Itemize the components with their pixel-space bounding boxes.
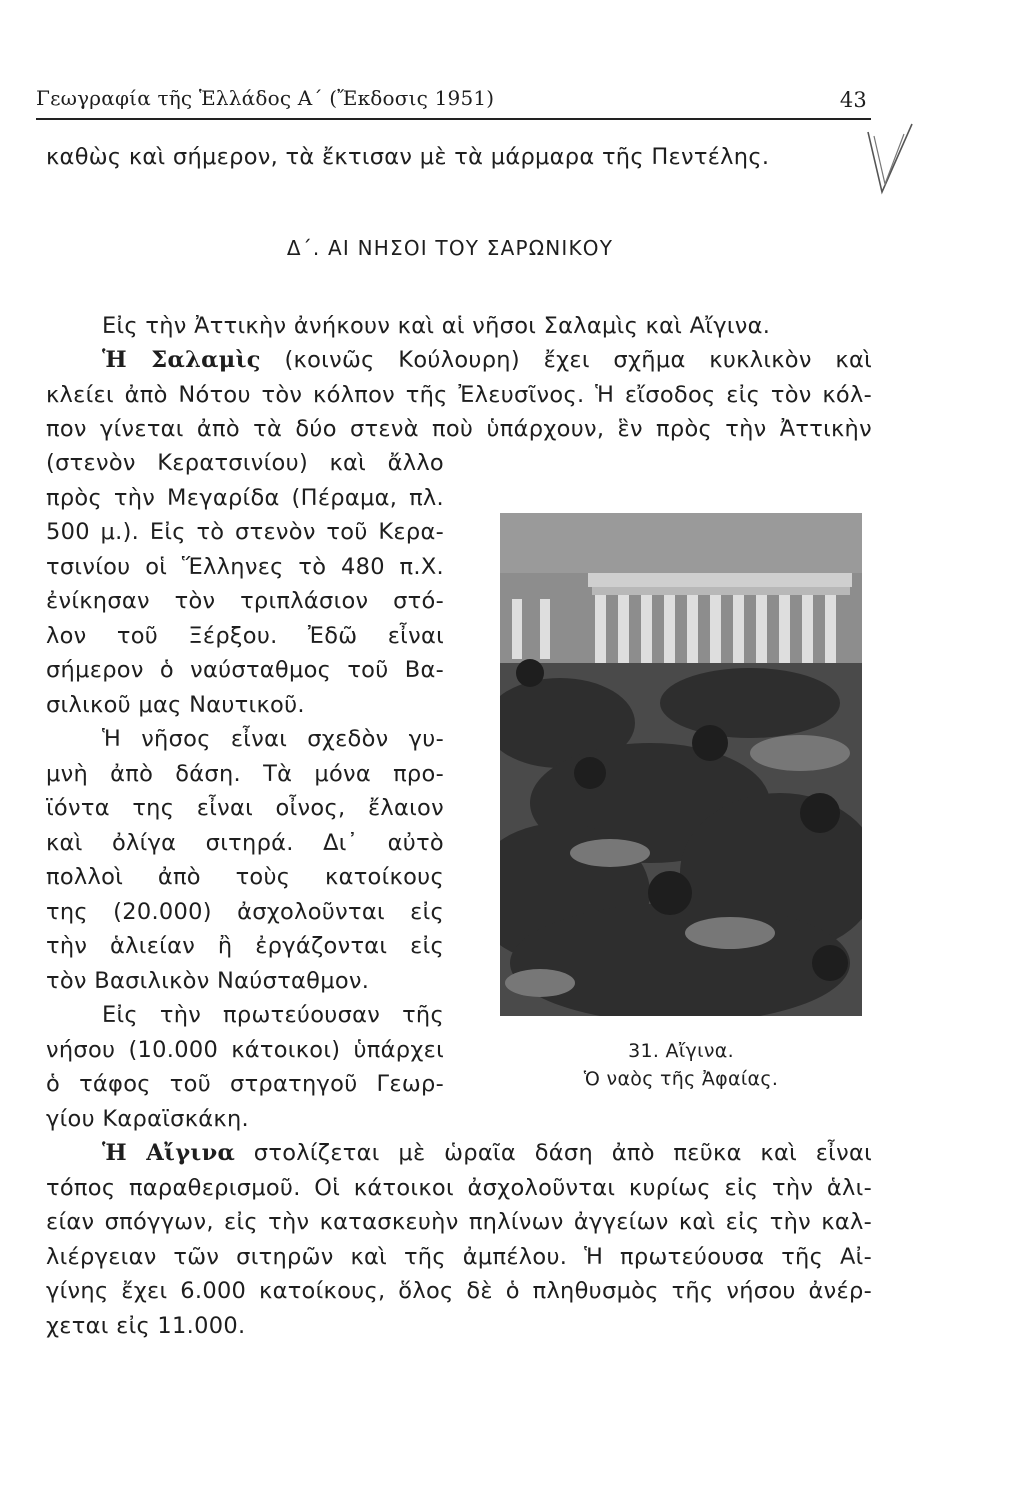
text-line: τὸν Βασιλικὸν Ναύσταθμον.: [46, 967, 370, 994]
text-line: της (20.000) ἀσχολοῦνται εἰς: [46, 898, 444, 925]
salamis-capital-paragraph: [46, 998, 444, 1136]
text-line: 500 μ.). Εἰς τὸ στενὸν τοῦ Κερα-: [46, 519, 444, 545]
text-line: Ἡ νῆσος εἶναι σχεδὸν γυ-: [102, 726, 444, 752]
aegina-line-1-rest: στολίζεται μὲ ὡραῖα δάση ἀπὸ πεῦκα καὶ εἶναι: [253, 1140, 873, 1166]
salamis-lead: Ἡ Σαλαμὶς: [102, 347, 261, 373]
aegina-lead: Ἡ Αἴγινα: [102, 1140, 236, 1166]
text-line: Εἰς τὴν πρωτεύουσαν τῆς: [102, 1002, 444, 1028]
text-line: πολλοὶ ἀπὸ τοὺς κατοίκους: [46, 864, 444, 890]
salamis-paragraph: [46, 343, 872, 447]
text-line: μνὴ ἀπὸ δάση. Τὰ μόνα προ-: [46, 760, 444, 787]
text-line: ϊόντα της εἶναι οἶνος, ἔλαιον: [46, 795, 444, 821]
text-line: σιλικοῦ μας Ναυτικοῦ.: [46, 691, 305, 718]
text-line: σήμερον ὁ ναύσταθμος τοῦ Βα-: [46, 657, 444, 683]
text-line: γίνης ἔχει 6.000 κατοίκους, ὅλος δὲ ὁ πληθυσμὸς τῆς νήσου ἀνέρ-: [46, 1278, 872, 1304]
salamis-line-2: κλείει ἀπὸ Νότου τὸν κόλπον τῆς Ἐλευσῖνος. Ἡ εἴσοδος εἰς τὸν κόλ-: [46, 381, 872, 408]
text-line: ὁ τάφος τοῦ στρατηγοῦ Γεωρ-: [46, 1071, 444, 1097]
figure-caption: 31. Αἴγινα.: [628, 1040, 734, 1062]
text-line: πρὸς τὴν Μεγαρίδα (Πέραμα, πλ.: [46, 484, 444, 511]
intro-paragraph: [46, 309, 872, 344]
intro-line: Εἰς τὴν Ἀττικὴν ἀνήκουν καὶ αἱ νῆσοι Σαλαμὶς καὶ Αἴγινα.: [102, 313, 771, 339]
text-line: είαν σπόγγων, εἰς τὴν κατασκευὴν πηλίνων ἀγγείων καὶ εἰς τὴν καλ-: [46, 1209, 872, 1235]
text-line: καὶ ὀλίγα σιτηρά. Δι᾽ αὐτὸ: [46, 829, 444, 856]
text-line: τὴν ἁλιείαν ἢ ἐργάζονται εἰς: [46, 933, 444, 959]
salamis-line-1-rest: (κοινῶς Κούλουρη) ἔχει σχῆμα κυκλικὸν καὶ: [284, 347, 873, 373]
text-line: νήσου (10.000 κάτοικοι) ὑπάρχει: [46, 1036, 444, 1063]
aegina-paragraph: [46, 1136, 872, 1343]
aegina-line-1: [46, 1136, 872, 1171]
section-heading: Δ΄. ΑΙ ΝΗΣΟΙ ΤΟΥ ΣΑΡΩΝΙΚΟΥ: [286, 236, 614, 260]
text-line: λιέργειαν τῶν σιτηρῶν καὶ τῆς ἀμπέλου. Ἡ πρωτεύουσα τῆς Αἰ-: [46, 1243, 872, 1270]
temple-of-aphaia-photo: [500, 513, 862, 1016]
text-line: τόπος παραθερισμοῦ. Οἱ κάτοικοι ἀσχολοῦνται κυρίως εἰς τὴν ἁλι-: [46, 1174, 872, 1201]
figure-subcaption: Ὁ ναὸς τῆς Ἀφαίας.: [583, 1068, 779, 1090]
salamis-line-1: [46, 343, 872, 378]
text-line: λον τοῦ Ξέρξου. Ἐδῶ εἶναι: [46, 622, 444, 649]
salamis-economy-paragraph: [46, 722, 444, 998]
text-line: χεται εἰς 11.000.: [46, 1312, 246, 1339]
salamis-narrow-column: [46, 446, 444, 722]
continued-paragraph: [46, 140, 872, 175]
text-line: γίου Καραϊσκάκη.: [46, 1105, 250, 1132]
header-title: Γεωγραφία τῆς Ἑλλάδος Α΄ (Ἔκδοσις 1951): [36, 86, 495, 110]
text-line: ἐνίκησαν τὸν τριπλάσιον στό-: [46, 588, 444, 614]
text-line: (στενὸν Κερατσινίου) καὶ ἄλλο: [46, 450, 444, 476]
salamis-line-3: πον γίνεται ἀπὸ τὰ δύο στενὰ ποὺ ὑπάρχουν, ἓν πρὸς τὴν Ἀττικὴν: [46, 416, 872, 442]
running-header: [36, 86, 871, 120]
page-number: 43: [839, 88, 867, 112]
text-line: τσινίου οἱ Ἕλληνες τὸ 480 π.Χ.: [46, 553, 444, 580]
continued-line: καθὼς καὶ σήμερον, τὰ ἔκτισαν μὲ τὰ μάρμαρα τῆς Πεντέλης.: [46, 144, 770, 170]
